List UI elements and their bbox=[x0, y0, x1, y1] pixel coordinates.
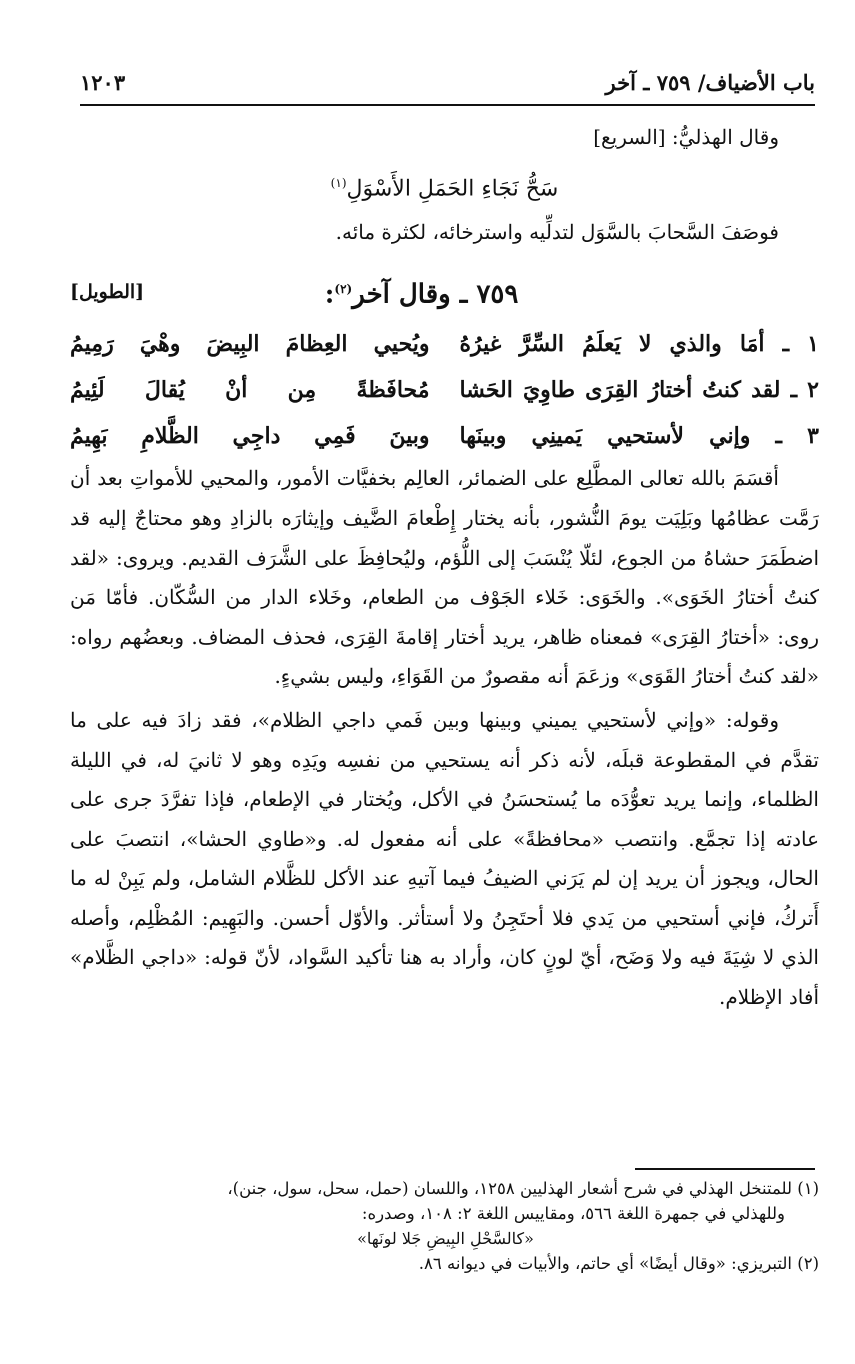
footnote-marker-2: (٢) bbox=[334, 282, 353, 297]
footnote-number: (٢) bbox=[797, 1254, 819, 1273]
commentary-paragraph: وقوله: «وإني لأستحيي يميني وبينها وبين فَمي داجي الظلام»، فقد زادَ فيه على ما تقدَّم في المقطوعة قبلَه، لأنه ذكر أنه يستحيي من نفسِه ويَدِه وهو لا ثانيَ له، في الليلة الظلماء، وإنما يريد تعوُّدَه ما يُستحسَنُ في الأكل، ويُختار في الإطعام، فإذا تفرَّدَ جرى على عادته إذا تجمَّع. وانتصب «محافظةً» على أنه مفعول له. و«طاوي الحشا»، انتصبَ على الحال، ويجوز أن يريد إن لم يَرَني الضيفُ فيما آتيهِ عند الأكل للظَّلام الشامل، ولم يَبِنْ له ما أَتركُ، فإني أستحيي من يَدي فلا أحتَجِنُ ولا أستأثر. والأوّل أحسن. والبَهِيم: المُظْلِم، وأصله الذي لا شِيَةَ فيه ولا وَضَح، أيّ لونٍ كان، وأراد به هنا تأكيد السَّواد، لأنّ قوله: «داجي الظَّلام» أفاد الإظلام. bbox=[70, 707, 819, 1010]
verse-line bbox=[70, 367, 819, 413]
footnote-marker-1: (١) bbox=[330, 175, 347, 190]
poem-title-text: ٧٥٩ ـ وقال آخر bbox=[352, 279, 519, 310]
verse-line bbox=[70, 321, 819, 367]
verse-first-hemistich: ٣ ـ وإني لأستحيي يَمينِي وبينَها bbox=[459, 423, 819, 450]
intro-said-text: وقال الهذليُّ: bbox=[671, 125, 779, 149]
footnote-divider bbox=[635, 1168, 815, 1170]
body-text bbox=[70, 118, 819, 1018]
page-number: ١٢٠٣ bbox=[80, 69, 126, 95]
running-title: باب الأضياف/ ٧٥٩ ـ آخر bbox=[605, 69, 815, 95]
intro-meter: [السريع] bbox=[593, 125, 666, 149]
footnote-2 bbox=[72, 1251, 819, 1276]
footnote-1 bbox=[72, 1176, 819, 1201]
poem-title-colon: : bbox=[324, 279, 335, 310]
footnote-1-verse: «كالسَّحْلِ البِيضِ جَلا لونَها» bbox=[357, 1229, 534, 1248]
page-header bbox=[80, 60, 815, 106]
verse-first-hemistich: ١ ـ أمَا والذي لا يَعلَمُ السِّرَّ غيرُهُ bbox=[459, 331, 819, 358]
poem-meter: [الطويل] bbox=[70, 280, 145, 303]
footnotes bbox=[72, 1176, 819, 1276]
footnote-number: (١) bbox=[797, 1179, 819, 1198]
verse-second-hemistich: مُحافَظةً مِن أنْ يُقالَ لَئِيمُ bbox=[70, 377, 430, 404]
poem-title bbox=[144, 270, 699, 315]
commentary bbox=[70, 459, 819, 1017]
intro-said-line bbox=[70, 118, 819, 158]
verse-line bbox=[70, 413, 819, 459]
poem-heading bbox=[70, 270, 819, 315]
intro-verse-text: سَحُّ نَجَاءِ الحَمَلِ الأَسْوَلِ bbox=[346, 175, 559, 201]
intro-quoted-verse bbox=[70, 158, 819, 213]
footnote-text: للمتنخل الهذلي في شرح أشعار الهذليين ١٢٥٨، واللسان (حمل، سحل، سول، جنن)، bbox=[227, 1179, 792, 1198]
footnote-text: التبريزي: «وقال أيضًا» أي حاتم، والأبيات في ديوانه ٨٦. bbox=[418, 1254, 792, 1273]
footnote-1-continuation: وللهذلي في جمهرة اللغة ٥٦٦، ومقاييس اللغة ٢: ١٠٨، وصدره: bbox=[361, 1204, 785, 1223]
verse-second-hemistich: ويُحيي العِظامَ البِيضَ وهْيَ رَمِيمُ bbox=[70, 331, 430, 358]
intro-explanation: فوصَفَ السَّحابَ بالسَّوَل لتدلِّيه واسترخائه، لكثرة مائه. bbox=[335, 219, 779, 244]
commentary-paragraph: أقسَمَ بالله تعالى المطَّلِع على الضمائر، العالِم بخفيَّات الأمور، والمحيي للأمواتِ بعد أن رَمَّت عظامُها وبَلِيَت يومَ النُّشور، بأنه يختار إِطْعامَ الضَّيف وإيثارَه بالزادِ وهو محتاجٌ إليه قد اضطَمَرَ حشاهُ من الجوع، لئلّا يُنْسَبَ إلى اللُّؤم، وليُحافِظَ على الشَّرَف القديم. ويروى: «لقد كنتُ أختارُ الخَوَى». والخَوَى: خَلاء الجَوْف من الطعام، وخَلاء الدار من السُّكّان. فأمّا مَن روى: «أختارُ القِرَى» فمعناه ظاهر، يريد أختار إقامةَ القِرَى، فحذف المضاف. وبعضُهم رواه: «لقد كنتُ أختارُ القَوَى» وزعَمَ أنه مقصورٌ من القَوَاءِ، وليس بشيءٍ. bbox=[70, 466, 819, 689]
verse-second-hemistich: وبينَ فَمِي داجِي الظَّلامِ بَهِيمُ bbox=[70, 423, 430, 450]
verse-first-hemistich: ٢ ـ لقد كنتُ أختارُ القِرَى طاوِيَ الحَشا bbox=[459, 377, 819, 404]
